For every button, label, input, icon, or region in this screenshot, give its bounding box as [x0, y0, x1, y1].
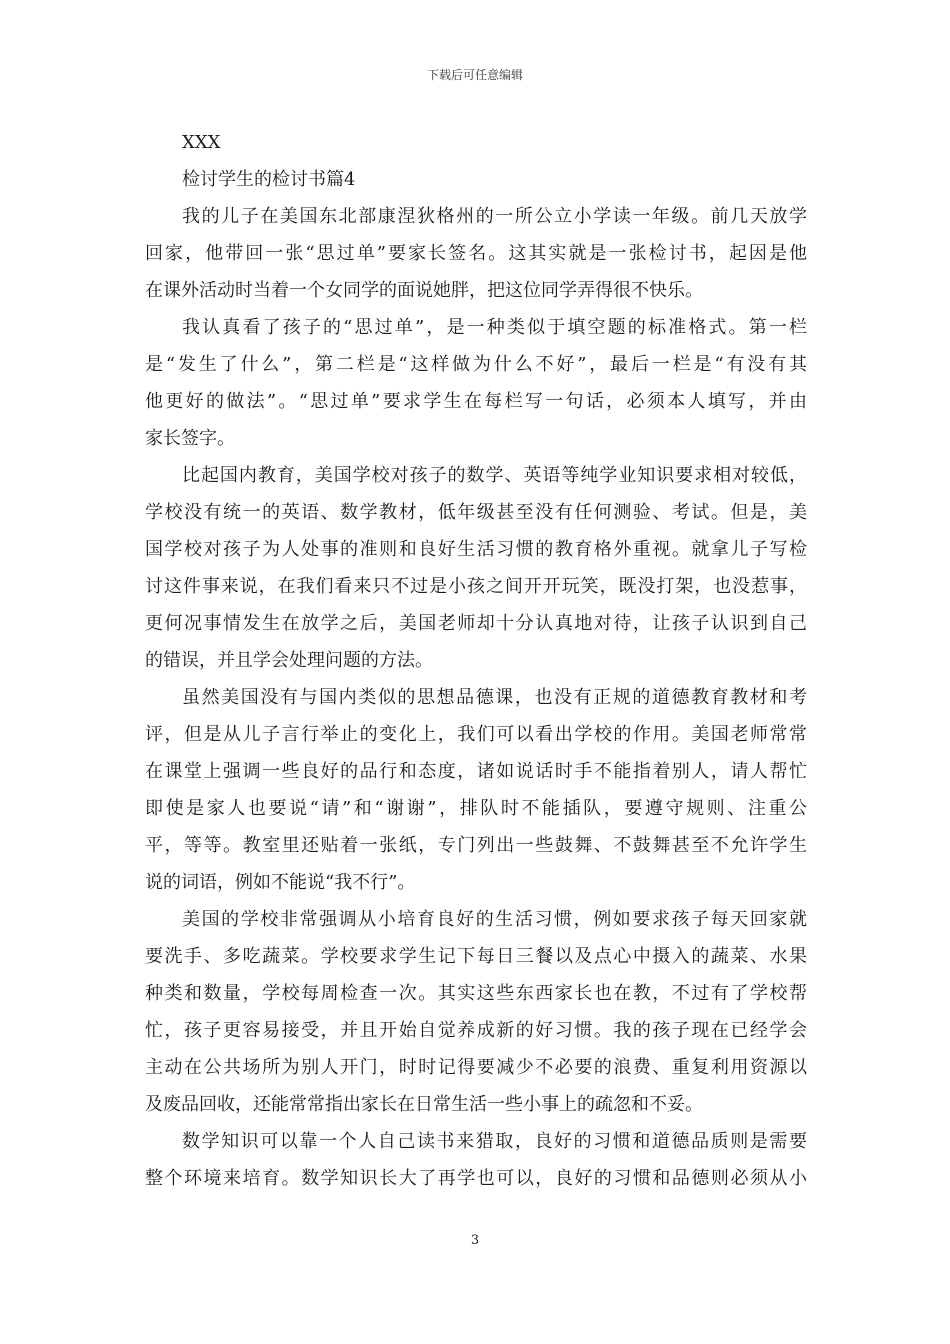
text-line: 即使是家人也要说“请”和“谢谢”，排队时不能插队，要遵守规则、注重公: [145, 798, 807, 819]
page-number: 3: [470, 1233, 480, 1248]
text-line: 我认真看了孩子的“思过单”，是一种类似于填空题的标准格式。第一栏: [182, 317, 807, 338]
text-line: 说的词语，例如不能说“我不行”。: [145, 872, 416, 893]
page-header: 下载后可任意编辑: [426, 68, 523, 82]
text-line: 评，但是从儿子言行举止的变化上，我们可以看出学校的作用。美国老师常常: [145, 724, 807, 745]
text-line: 及废品回收，还能常常指出家长在日常生活一些小事上的疏忽和不妥。: [145, 1094, 703, 1115]
text-line: 更何况事情发生在放学之后，美国老师却十分认真地对待，让孩子认识到自己: [145, 613, 807, 634]
document-body: [145, 124, 807, 1197]
text-line: 是“发生了什么”，第二栏是“这样做为什么不好”，最后一栏是“有没有其: [145, 354, 807, 375]
text-line: 忙，孩子更容易接受，并且开始自觉养成新的好习惯。我的孩子现在已经学会: [145, 1020, 807, 1041]
text-line: 虽然美国没有与国内类似的思想品德课，也没有正规的道德教育教材和考: [182, 687, 807, 708]
text-line: 比起国内教育，美国学校对孩子的数学、英语等纯学业知识要求相对较低，: [182, 465, 807, 486]
text-line: 主动在公共场所为别人开门，时时记得要减少不必要的浪费、重复利用资源以: [145, 1057, 807, 1078]
text-line: 要洗手、多吃蔬菜。学校要求学生记下每日三餐以及点心中摄入的蔬菜、水果: [145, 946, 807, 967]
text-line: 他更好的做法”。“思过单”要求学生在每栏写一句话，必须本人填写，并由: [145, 391, 807, 412]
text-line: 讨这件事来说，在我们看来只不过是小孩之间开开玩笑，既没打架，也没惹事，: [145, 576, 807, 597]
text-line: 我的儿子在美国东北部康涅狄格州的一所公立小学读一年级。前几天放学: [182, 206, 807, 227]
text-line: 国学校对孩子为人处事的准则和良好生活习惯的教育格外重视。就拿儿子写检: [145, 539, 807, 560]
text-line: 学校没有统一的英语、数学教材，低年级甚至没有任何测验、考试。但是，美: [145, 502, 807, 523]
text-line: 在课堂上强调一些良好的品行和态度，诸如说话时手不能指着别人，请人帮忙: [145, 761, 807, 782]
text-line: 的错误，并且学会处理问题的方法。: [145, 650, 433, 671]
text-line: 数学知识可以靠一个人自己读书来猎取，良好的习惯和道德品质则是需要: [182, 1131, 807, 1152]
text-line: 美国的学校非常强调从小培育良好的生活习惯，例如要求孩子每天回家就: [182, 909, 807, 930]
text-line: 整个环境来培育。数学知识长大了再学也可以，良好的习惯和品德则必须从小: [145, 1168, 807, 1189]
text-line: 家长签字。: [145, 428, 235, 449]
text-line: 回家，他带回一张“思过单”要家长签名。这其实就是一张检讨书，起因是他: [145, 243, 807, 264]
text-line: XXX: [182, 132, 221, 153]
text-line: 在课外活动时当着一个女同学的面说她胖，把这位同学弄得很不快乐。: [145, 280, 703, 301]
text-line: 种类和数量，学校每周检查一次。其实这些东西家长也在教，不过有了学校帮: [145, 983, 807, 1004]
text-line: 检讨学生的检讨书篇4: [182, 169, 356, 190]
text-line: 平，等等。教室里还贴着一张纸，专门列出一些鼓舞、不鼓舞甚至不允许学生: [145, 835, 807, 856]
